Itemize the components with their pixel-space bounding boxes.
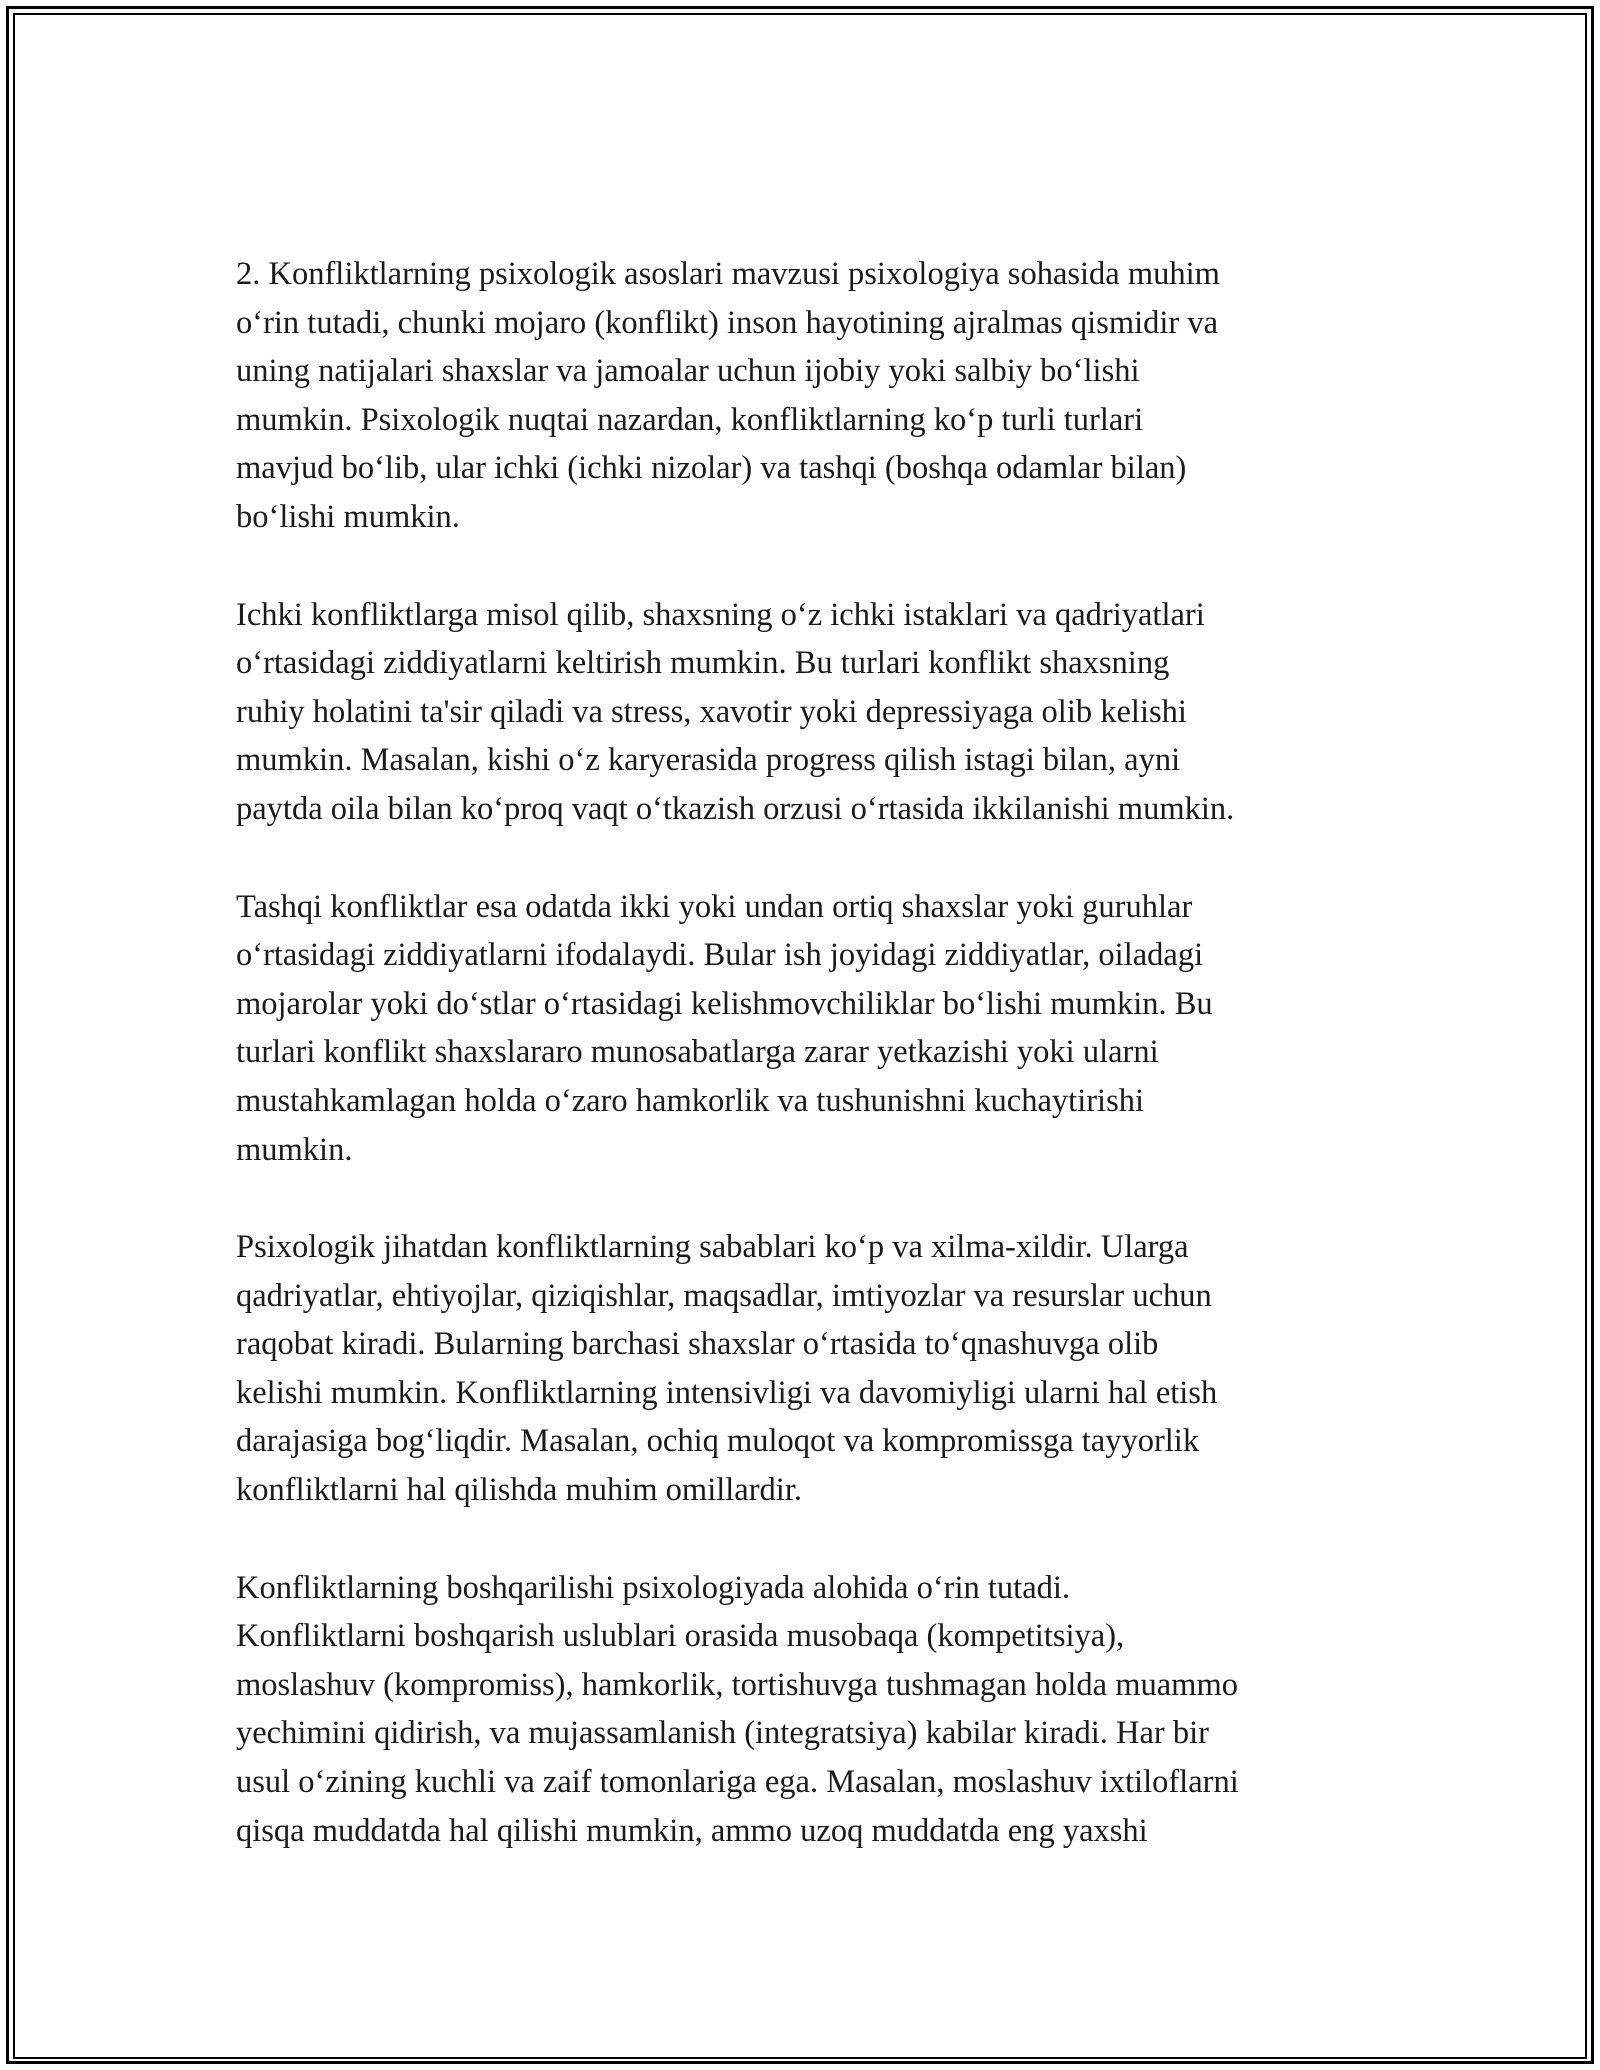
paragraph-1 (236, 250, 1376, 542)
text-line: mustahkamlagan holda o‘zaro hamkorlik va tushunishni kuchaytirishi (236, 1082, 1145, 1119)
paragraph-2 (236, 591, 1376, 834)
paragraph-4 (236, 1223, 1376, 1515)
text-line: raqobat kiradi. Bularning barchasi shaxslar o‘rtasida to‘qnashuvga olib (236, 1326, 1159, 1363)
text-line: mavjud bo‘lib, ular ichki (ichki nizolar) va tashqi (boshqa odamlar bilan) (236, 450, 1187, 487)
text-line: ruhiy holatini ta'sir qiladi va stress, xavotir yoki depressiyaga olib kelishi (236, 693, 1187, 730)
text-line: mumkin. Psixologik nuqtai nazardan, konfliktlarning ko‘p turli turlari (236, 401, 1144, 438)
text-line: usul o‘zining kuchli va zaif tomonlariga ega. Masalan, moslashuv ixtiloflarni (236, 1764, 1239, 1801)
text-line: kelishi mumkin. Konfliktlarning intensivligi va davomiyligi ularni hal etish (236, 1374, 1218, 1411)
text-line: 2. Konfliktlarning psixologik asoslari mavzusi psixologiya sohasida muhim (236, 256, 1220, 292)
text-line: Konfliktlarning boshqarilishi psixologiyada alohida o‘rin tutadi. (236, 1569, 1071, 1606)
text-line: mojarolar yoki do‘stlar o‘rtasidagi kelishmovchiliklar bo‘lishi mumkin. Bu (236, 985, 1213, 1022)
text-line: Konfliktlarni boshqarish uslublari orasida musobaqa (kompetitsiya), (236, 1618, 1125, 1655)
text-line: o‘rtasidagi ziddiyatlarni ifodalaydi. Bular ish joyidagi ziddiyatlar, oiladagi (236, 937, 1204, 974)
text-line: mumkin. (236, 1131, 353, 1168)
text-line: qisqa muddatda hal qilishi mumkin, ammo uzoq muddatda eng yaxshi (236, 1812, 1148, 1849)
text-line: uning natijalari shaxslar va jamoalar uchun ijobiy yoki salbiy bo‘lishi (236, 353, 1140, 390)
text-line: bo‘lishi mumkin. (236, 498, 460, 535)
text-line: Psixologik jihatdan konfliktlarning sabablari ko‘p va xilma-xildir. Ularga (236, 1229, 1189, 1266)
text-line: o‘rtasidagi ziddiyatlarni keltirish mumkin. Bu turlari konflikt shaxsning (236, 645, 1170, 682)
paragraph-3 (236, 883, 1376, 1175)
text-line: darajasiga bog‘liqdir. Masalan, ochiq muloqot va kompromissga tayyorlik (236, 1423, 1200, 1460)
text-line: konfliktlarni hal qilishda muhim omillardir. (236, 1472, 802, 1509)
document-body (236, 250, 1376, 1904)
text-line: Tashqi konfliktlar esa odatda ikki yoki undan ortiq shaxslar yoki guruhlar (236, 888, 1193, 925)
text-line: moslashuv (kompromiss), hamkorlik, tortishuvga tushmagan holda muammo (236, 1666, 1238, 1703)
text-line: o‘rin tutadi, chunki mojaro (konflikt) inson hayotining ajralmas qismidir va (236, 304, 1219, 341)
text-line: turlari konflikt shaxslararo munosabatlarga zarar yetkazishi yoki ularni (236, 1034, 1159, 1071)
text-line: mumkin. Masalan, kishi o‘z karyerasida progress qilish istagi bilan, ayni (236, 742, 1181, 779)
text-line: qadriyatlar, ehtiyojlar, qiziqishlar, maqsadlar, imtiyozlar va resurslar uchun (236, 1277, 1212, 1314)
paragraph-5 (236, 1564, 1376, 1856)
text-line: yechimini qidirish, va mujassamlanish (integratsiya) kabilar kiradi. Har bir (236, 1715, 1209, 1752)
text-line: paytda oila bilan ko‘proq vaqt o‘tkazish orzusi o‘rtasida ikkilanishi mumkin. (236, 790, 1235, 827)
text-line: Ichki konfliktlarga misol qilib, shaxsning o‘z ichki istaklari va qadriyatlari (236, 596, 1205, 633)
